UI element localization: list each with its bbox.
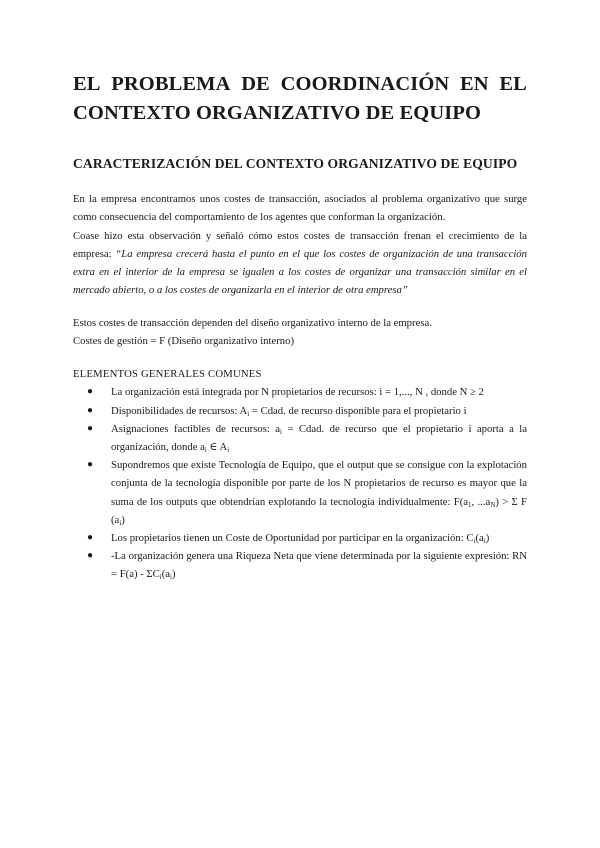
bullet-icon: ● xyxy=(87,422,94,434)
intro-section xyxy=(73,190,527,300)
list-item-text: Los propietarios tienen un Coste de Oportunidad por participar en la organización: $C_i(a_i)$ xyxy=(111,532,490,545)
section-subtitle: CARACTERIZACIÓN DEL CONTEXTO ORGANIZATIVO DE EQUIPO xyxy=(73,156,518,171)
title-word: EL xyxy=(73,73,101,95)
elements-list xyxy=(73,383,527,583)
title-line-2: CONTEXTO ORGANIZATIVO DE EQUIPO xyxy=(73,102,482,124)
document-title xyxy=(73,70,527,128)
title-word: PROBLEMA xyxy=(111,73,231,95)
list-item-text: Disponibilidades de recursos: $A_i$ = Cdad. de recurso disponible para el propietario i xyxy=(111,404,467,418)
bullet-icon: ● xyxy=(87,404,94,416)
list-item-text: -La organización genera una Riqueza Neta que viene determinada por la siguiente expresión: RN = $F(a) - \Sigma C_i(a_i)$ xyxy=(111,550,527,582)
bullet-icon: ● xyxy=(87,386,94,398)
intro-paragraph-2 xyxy=(73,227,527,300)
title-line-1 xyxy=(73,70,527,99)
title-word: EL xyxy=(499,73,527,95)
costs-formula: Costes de gestión = F (Diseño organizativo interno) xyxy=(73,335,295,348)
list-item-text: La organización está integrada por N propietarios de recursos: i = 1,..., N , donde N ≥ 2 xyxy=(111,386,484,399)
costs-section xyxy=(73,314,527,351)
title-word: EN xyxy=(459,73,489,95)
costs-line-1: Estos costes de transacción dependen del diseño organizativo interno de la empresa. xyxy=(73,316,432,329)
list-item-text: Asignaciones factibles de recursos: $a_i$ = Cdad. de recurso que el propietario i aporta a la organización, donde $a_i$ ∈ $A_i$ xyxy=(111,422,527,454)
intro-paragraph-1: En la empresa encontramos unos costes de transacción, asociados al problema organizativo que surge como consecuencia del comportamiento de los agentes que conforman la organización. xyxy=(73,193,527,224)
bullet-icon: ● xyxy=(87,532,94,543)
title-word: DE xyxy=(241,73,270,95)
list-item xyxy=(73,456,527,529)
list-item xyxy=(73,383,527,401)
bullet-icon: ● xyxy=(87,550,94,562)
elements-heading: ELEMENTOS GENERALES COMUNES xyxy=(73,368,262,381)
list-item-text: Supondremos que existe Tecnología de Equipo, que el output que se consigue con la explotación conjunta de la tecnología disponible por parte de los N propietarios de recurso es mayor que la suma de los outputs que obtendrían explotando la tecnología individualmente: $F(a_1$, $...a_N) > \Sigma$ F $(a_i)$ xyxy=(111,459,527,527)
title-word: COORDINACIÓN xyxy=(280,73,450,95)
list-item xyxy=(73,420,527,456)
bullet-icon: ● xyxy=(87,459,94,471)
list-item xyxy=(73,547,527,583)
coase-quote: “La empresa crecerá hasta el punto en el que los costes de organización de una transacción extra en el interior de la empresa se igualen a los costes de organizar una transacción similar en el mercado abierto, o a los costes de organizarla en el interior de otra empresa” xyxy=(73,247,527,297)
list-item xyxy=(73,402,527,420)
list-item xyxy=(73,529,527,547)
intro-lead-text: Coase hizo esta observación y señaló cómo estos costes de transacción frenan el crecimiento de la empresa: xyxy=(73,229,527,260)
